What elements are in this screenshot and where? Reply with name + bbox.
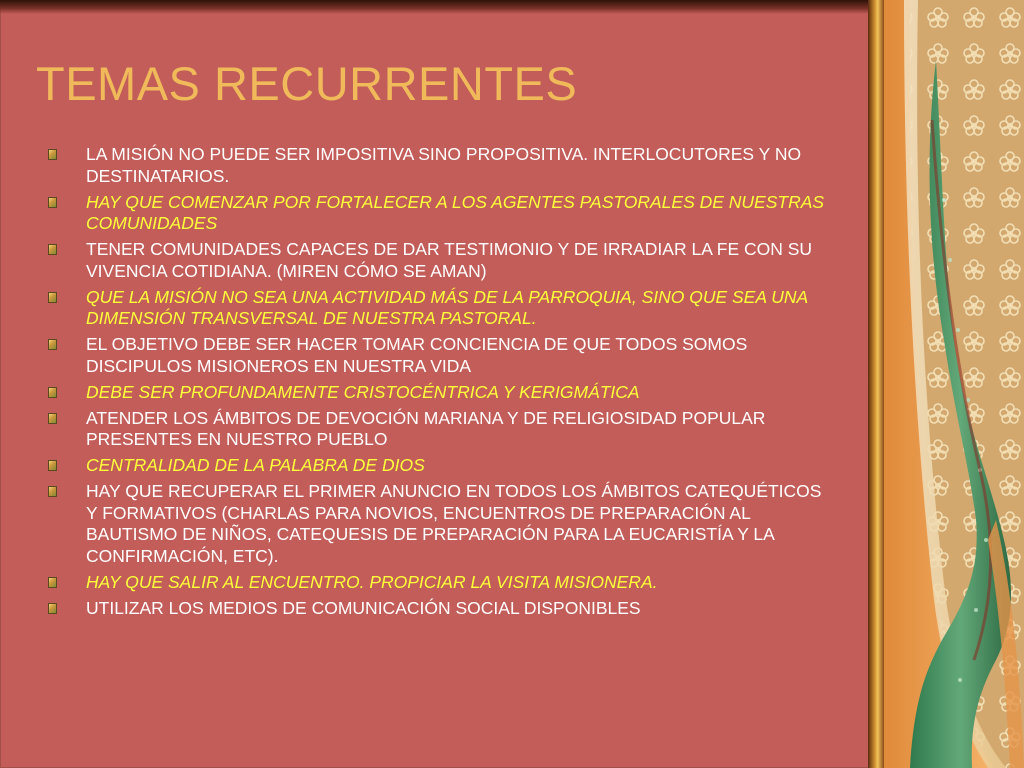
- bullet-text: CENTRALIDAD DE LA PALABRA DE DIOS: [86, 455, 425, 475]
- gold-frame-border: [868, 0, 884, 768]
- bullet-marker-icon: [48, 197, 57, 208]
- bullet-text: EL OBJETIVO DEBE SER HACER TOMAR CONCIENCIA DE QUE TODOS SOMOS DISCIPULOS MISIONEROS EN NUESTRA VIDA: [86, 334, 748, 376]
- bullet-item: [44, 481, 834, 567]
- bullet-marker-icon: [48, 486, 57, 497]
- bullet-item: [44, 408, 834, 451]
- bullet-item: [44, 144, 834, 187]
- bullet-item: [44, 572, 834, 594]
- bullet-item: [44, 334, 834, 377]
- bullet-item: [44, 287, 834, 330]
- bullet-marker-icon: [48, 149, 57, 160]
- bullet-item: [44, 382, 834, 404]
- bullet-marker-icon: [48, 577, 57, 588]
- bullet-text: DEBE SER PROFUNDAMENTE CRISTOCÉNTRICA Y KERIGMÁTICA: [86, 381, 640, 402]
- bullet-text: UTILIZAR LOS MEDIOS DE COMUNICACIÓN SOCIAL DISPONIBLES: [86, 597, 641, 618]
- bullet-marker-icon: [48, 339, 57, 350]
- bullet-text: HAY QUE SALIR AL ENCUENTRO. PROPICIAR LA VISITA MISIONERA.: [86, 571, 658, 592]
- bullet-text: LA MISIÓN NO PUEDE SER IMPOSITIVA SINO PROPOSITIVA. INTERLOCUTORES Y NO DESTINATARIOS.: [86, 144, 802, 186]
- top-shadow-band: [0, 0, 880, 14]
- bullet-list: [44, 144, 834, 624]
- bullet-marker-icon: [48, 603, 57, 614]
- bullet-text: QUE LA MISIÓN NO SEA UNA ACTIVIDAD MÁS DE LA PARROQUIA, SINO QUE SEA UNA DIMENSIÓN TRANSVERSAL DE NUESTRA PASTORAL.: [86, 286, 808, 328]
- bullet-text: HAY QUE RECUPERAR EL PRIMER ANUNCIO EN TODOS LOS ÁMBITOS CATEQUÉTICOS Y FORMATIVOS (CHARLAS PARA NOVIOS, ENCUENTROS DE PREPARACIÓN AL BAUTISMO DE NIÑOS, CATEQUESIS DE PREPARACIÓN PARA LA EUCARISTÍA Y LA CONFIRMACIÓN, ETC).: [86, 481, 822, 566]
- bullet-item: [44, 455, 834, 477]
- bullet-text: ATENDER LOS ÁMBITOS DE DEVOCIÓN MARIANA Y DE RELIGIOSIDAD POPULAR PRESENTES EN NUESTRO PUEBLO: [86, 407, 766, 449]
- bullet-item: [44, 598, 834, 620]
- decorative-side-panel: [884, 0, 1024, 768]
- slide-title: TEMAS RECURRENTES: [36, 57, 578, 110]
- bullet-marker-icon: [48, 387, 57, 398]
- bullet-marker-icon: [48, 460, 57, 471]
- bullet-item: [44, 192, 834, 235]
- bullet-marker-icon: [48, 413, 57, 424]
- bullet-marker-icon: [48, 292, 57, 303]
- bullet-text: TENER COMUNIDADES CAPACES DE DAR TESTIMONIO Y DE IRRADIAR LA FE CON SU VIVENCIA COTIDIANA. (MIREN CÓMO SE AMAN): [86, 239, 813, 281]
- decorative-leaf-pattern: [884, 0, 1024, 768]
- bullet-text: HAY QUE COMENZAR POR FORTALECER A LOS AGENTES PASTORALES DE NUESTRAS COMUNIDADES: [86, 191, 825, 233]
- bullet-marker-icon: [48, 244, 57, 255]
- bullet-item: [44, 239, 834, 282]
